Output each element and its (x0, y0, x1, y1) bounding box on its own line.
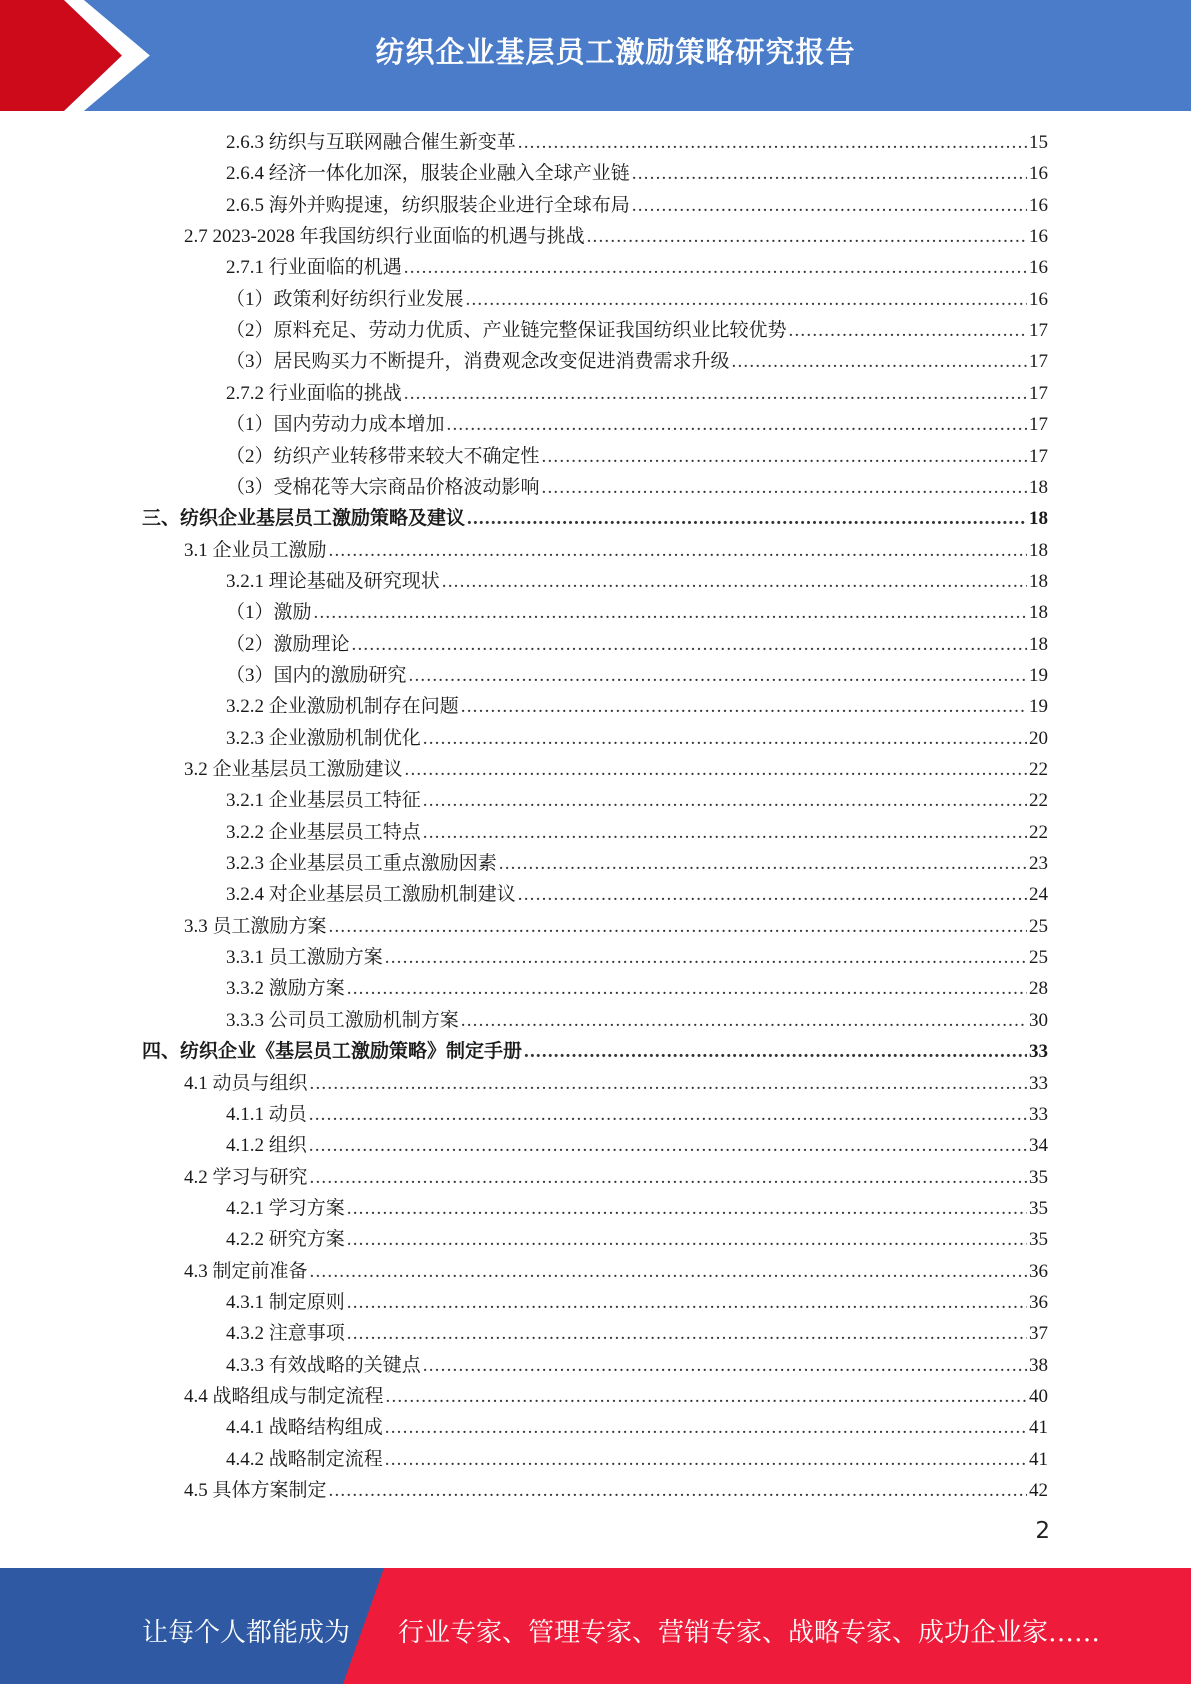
toc-leader-dots (309, 1099, 1027, 1130)
toc-entry[interactable] (226, 1193, 1048, 1224)
toc-entry[interactable] (184, 1475, 1048, 1506)
toc-entry[interactable] (226, 441, 1048, 472)
toc-entry-title: 4.2.1 学习方案 (226, 1197, 345, 1219)
toc-entry[interactable] (226, 942, 1048, 973)
toc-entry-title: （1）激励 (226, 602, 312, 624)
toc-entry-title: 4.2.2 研究方案 (226, 1229, 345, 1251)
toc-entry-page: 24 (1029, 884, 1048, 906)
toc-entry-page: 30 (1029, 1009, 1048, 1031)
toc-entry-title: （1）政策利好纺织行业发展 (226, 288, 464, 310)
toc-entry[interactable] (226, 879, 1048, 910)
toc-leader-dots (518, 127, 1027, 158)
toc-leader-dots (310, 1162, 1027, 1193)
toc-leader-dots (386, 1381, 1027, 1412)
toc-entry[interactable] (226, 817, 1048, 848)
toc-entry-page: 35 (1029, 1229, 1048, 1251)
toc-leader-dots (310, 1256, 1027, 1287)
toc-leader-dots (347, 1287, 1027, 1318)
toc-entry-page: 18 (1029, 633, 1048, 655)
toc-entry-page: 22 (1029, 790, 1048, 812)
toc-entry-title: （3）居民购买力不断提升，消费观念改变促进消费需求升级 (226, 351, 730, 373)
toc-leader-dots (352, 629, 1027, 660)
toc-entry[interactable] (184, 535, 1048, 566)
toc-entry-page: 18 (1029, 570, 1048, 592)
page-number: 2 (1035, 1518, 1050, 1544)
toc-entry-page: 34 (1029, 1135, 1048, 1157)
toc-entry-title: （2）纺织产业转移带来较大不确定性 (226, 445, 540, 467)
toc-entry-title: 3.2.2 企业激励机制存在问题 (226, 696, 459, 718)
toc-leader-dots (385, 1444, 1027, 1475)
toc-entry[interactable] (226, 1005, 1048, 1036)
toc-entry-page: 19 (1029, 696, 1048, 718)
toc-leader-dots (466, 284, 1027, 315)
toc-entry[interactable] (226, 378, 1048, 409)
toc-entry-title: 2.7 2023-2028 年我国纺织行业面临的机遇与挑战 (184, 226, 585, 248)
toc-entry-title: 3.2.1 企业基层员工特征 (226, 790, 421, 812)
toc-entry-page: 37 (1029, 1323, 1048, 1345)
toc-entry[interactable] (226, 127, 1048, 158)
toc-leader-dots (404, 378, 1027, 409)
toc-leader-dots (499, 848, 1027, 879)
toc-entry[interactable] (184, 221, 1048, 252)
toc-entry-page: 16 (1029, 226, 1048, 248)
toc-leader-dots (732, 346, 1027, 377)
toc-entry[interactable] (226, 785, 1048, 816)
toc-entry-title: 四、纺织企业《基层员工激励策略》制定手册 (142, 1041, 523, 1063)
toc-entry-page: 41 (1029, 1448, 1048, 1470)
toc-leader-dots (789, 315, 1027, 346)
toc-entry-page: 40 (1029, 1386, 1048, 1407)
toc-entry[interactable] (226, 973, 1048, 1004)
toc-entry-page: 18 (1029, 602, 1048, 624)
toc-leader-dots (347, 1193, 1027, 1224)
toc-entry-page: 25 (1029, 947, 1048, 969)
toc-leader-dots (347, 1318, 1027, 1349)
toc-entry-title: 4.5 具体方案制定 (184, 1480, 327, 1502)
toc-entry-title: 3.2.4 对企业基层员工激励机制建议 (226, 884, 516, 906)
toc-leader-dots (423, 723, 1027, 754)
toc-entry-title: （3）受棉花等大宗商品价格波动影响 (226, 476, 540, 498)
toc-entry[interactable] (226, 1130, 1048, 1161)
toc-entry-page: 20 (1029, 727, 1048, 749)
toc-leader-dots (385, 942, 1027, 973)
toc-entry-page: 16 (1029, 163, 1048, 185)
toc-entry-title: 4.4 战略组成与制定流程 (184, 1386, 384, 1407)
toc-entry-title: 4.3 制定前准备 (184, 1260, 308, 1282)
toc-entry[interactable] (226, 190, 1048, 221)
toc-entry[interactable] (226, 566, 1048, 597)
toc-entry[interactable] (226, 1444, 1048, 1475)
toc-leader-dots (404, 252, 1027, 283)
toc-entry-page: 33 (1029, 1072, 1048, 1094)
toc-entry-page: 25 (1029, 915, 1048, 937)
toc-entry[interactable] (226, 691, 1048, 722)
toc-entry-page: 18 (1029, 539, 1048, 561)
toc-leader-dots (310, 1068, 1027, 1099)
toc-entry-title: 4.4.1 战略结构组成 (226, 1417, 383, 1439)
toc-entry-title: 3.3.1 员工激励方案 (226, 947, 383, 969)
toc-entry-page: 41 (1029, 1417, 1048, 1439)
toc-leader-dots (518, 879, 1027, 910)
toc-leader-dots (542, 441, 1027, 472)
toc-entry-title: （1）国内劳动力成本增加 (226, 414, 445, 436)
toc-entry[interactable] (226, 158, 1048, 189)
toc-entry-title: 4.2 学习与研究 (184, 1166, 308, 1188)
toc-entry-page: 22 (1029, 821, 1048, 843)
toc-entry-title: 4.1.1 动员 (226, 1103, 307, 1125)
toc-leader-dots (442, 566, 1027, 597)
toc-entry-title: 3.2.3 企业激励机制优化 (226, 727, 421, 749)
toc-entry[interactable] (184, 1068, 1048, 1099)
toc-leader-dots (542, 472, 1027, 503)
toc-entry-title: 2.7.2 行业面临的挑战 (226, 382, 402, 404)
toc-entry-title: 2.6.3 纺织与互联网融合催生新变革 (226, 132, 516, 153)
toc-entry-page: 19 (1029, 664, 1048, 686)
toc-entry-title: 2.6.5 海外并购提速，纺织服装企业进行全球布局 (226, 194, 630, 216)
toc-entry[interactable] (142, 503, 1048, 534)
toc-entry-title: 4.1 动员与组织 (184, 1072, 308, 1094)
toc-entry[interactable] (226, 723, 1048, 754)
toc-entry-title: 3.1 企业员工激励 (184, 539, 327, 561)
toc-entry[interactable] (226, 284, 1048, 315)
toc-entry[interactable] (226, 252, 1048, 283)
toc-entry-page: 36 (1029, 1291, 1048, 1313)
toc-entry-page: 36 (1029, 1260, 1048, 1282)
toc-entry-title: 3.2.1 理论基础及研究现状 (226, 570, 440, 592)
toc-leader-dots (524, 1036, 1027, 1067)
page-footer (0, 1568, 1191, 1684)
toc-leader-dots (309, 1130, 1027, 1161)
toc-leader-dots (632, 158, 1027, 189)
toc-entry-page: 17 (1029, 351, 1048, 373)
toc-entry-page: 18 (1029, 476, 1048, 498)
toc-entry-page: 17 (1029, 414, 1048, 436)
toc-entry[interactable] (226, 1224, 1048, 1255)
toc-entry-title: 3.3 员工激励方案 (184, 915, 327, 937)
toc-entry-title: （2）原料充足、劳动力优质、产业链完整保证我国纺织业比较优势 (226, 320, 787, 342)
toc-entry-title: 4.3.2 注意事项 (226, 1323, 345, 1345)
toc-entry[interactable] (184, 911, 1048, 942)
page-header (0, 0, 1191, 111)
toc-entry-title: 3.3.3 公司员工激励机制方案 (226, 1009, 459, 1031)
toc-entry[interactable] (184, 1381, 1048, 1412)
toc-entry[interactable] (184, 1162, 1048, 1193)
toc-leader-dots (447, 409, 1027, 440)
toc-entry-page: 42 (1029, 1480, 1048, 1502)
toc-entry[interactable] (226, 1287, 1048, 1318)
toc-entry[interactable] (184, 754, 1048, 785)
toc-entry[interactable] (226, 1350, 1048, 1381)
toc-leader-dots (461, 691, 1027, 722)
toc-entry-page: 16 (1029, 194, 1048, 216)
toc-entry-title: 三、纺织企业基层员工激励策略及建议 (142, 508, 466, 530)
report-title: 纺织企业基层员工激励策略研究报告 (375, 35, 856, 69)
toc-entry[interactable] (184, 1256, 1048, 1287)
toc-entry-page: 17 (1029, 445, 1048, 467)
toc-leader-dots (314, 597, 1027, 628)
toc-leader-dots (423, 817, 1027, 848)
toc-entry-page: 18 (1029, 508, 1048, 530)
toc-leader-dots (423, 1350, 1027, 1381)
toc-entry-page: 17 (1029, 382, 1048, 404)
toc-leader-dots (632, 190, 1027, 221)
toc-entry[interactable] (226, 1099, 1048, 1130)
toc-entry-title: 2.7.1 行业面临的机遇 (226, 257, 402, 279)
toc-entry-title: 4.4.2 战略制定流程 (226, 1448, 383, 1470)
toc-leader-dots (409, 660, 1027, 691)
toc-entry[interactable] (142, 1036, 1048, 1067)
toc-entry[interactable] (226, 848, 1048, 879)
toc-entry[interactable] (226, 1318, 1048, 1349)
toc-entry-title: 3.2.3 企业基层员工重点激励因素 (226, 853, 497, 875)
toc-entry-page: 33 (1029, 1041, 1048, 1063)
toc-leader-dots (467, 503, 1027, 534)
toc-entry[interactable] (226, 660, 1048, 691)
toc-entry[interactable] (226, 472, 1048, 503)
footer-slogan-left: 让每个人都能成为 (142, 1618, 351, 1648)
toc-entry-page: 28 (1029, 978, 1048, 1000)
toc-entry-page: 35 (1029, 1197, 1048, 1219)
toc-entry-title: （3）国内的激励研究 (226, 664, 407, 686)
toc-entry-page: 17 (1029, 320, 1048, 342)
toc-entry-title: 3.2 企业基层员工激励建议 (184, 759, 403, 780)
toc-entry-page: 23 (1029, 853, 1048, 875)
toc-leader-dots (329, 911, 1027, 942)
toc-leader-dots (587, 221, 1027, 252)
toc-entry[interactable] (226, 1412, 1048, 1443)
toc-entry-title: （2）激励理论 (226, 633, 350, 655)
toc-entry[interactable] (226, 315, 1048, 346)
toc-entry-page: 38 (1029, 1354, 1048, 1376)
toc-entry-title: 3.3.2 激励方案 (226, 978, 345, 1000)
toc-leader-dots (385, 1412, 1027, 1443)
toc-entry-title: 2.6.4 经济一体化加深，服装企业融入全球产业链 (226, 163, 630, 185)
toc-entry-title: 4.1.2 组织 (226, 1135, 307, 1157)
toc-leader-dots (329, 1475, 1027, 1506)
toc-leader-dots (405, 754, 1027, 785)
toc-entry[interactable] (226, 629, 1048, 660)
footer-slogan-right: 行业专家、管理专家、营销专家、战略专家、成功企业家…… (398, 1618, 1101, 1648)
toc-entry-page: 22 (1029, 759, 1048, 780)
toc-leader-dots (347, 1224, 1027, 1255)
toc-entry-title: 4.3.1 制定原则 (226, 1291, 345, 1313)
toc-entry-page: 35 (1029, 1166, 1048, 1188)
toc-leader-dots (347, 973, 1027, 1004)
toc-entry-title: 4.3.3 有效战略的关键点 (226, 1354, 421, 1376)
toc-entry-title: 3.2.2 企业基层员工特点 (226, 821, 421, 843)
toc-leader-dots (423, 785, 1027, 816)
toc-entry-page: 33 (1029, 1103, 1048, 1125)
toc-entry[interactable] (226, 409, 1048, 440)
toc-entry[interactable] (226, 597, 1048, 628)
toc-entry[interactable] (226, 346, 1048, 377)
toc-entry-page: 16 (1029, 288, 1048, 310)
toc-entry-page: 15 (1029, 132, 1048, 153)
toc-leader-dots (329, 535, 1027, 566)
toc-leader-dots (461, 1005, 1027, 1036)
toc-entry-page: 16 (1029, 257, 1048, 279)
